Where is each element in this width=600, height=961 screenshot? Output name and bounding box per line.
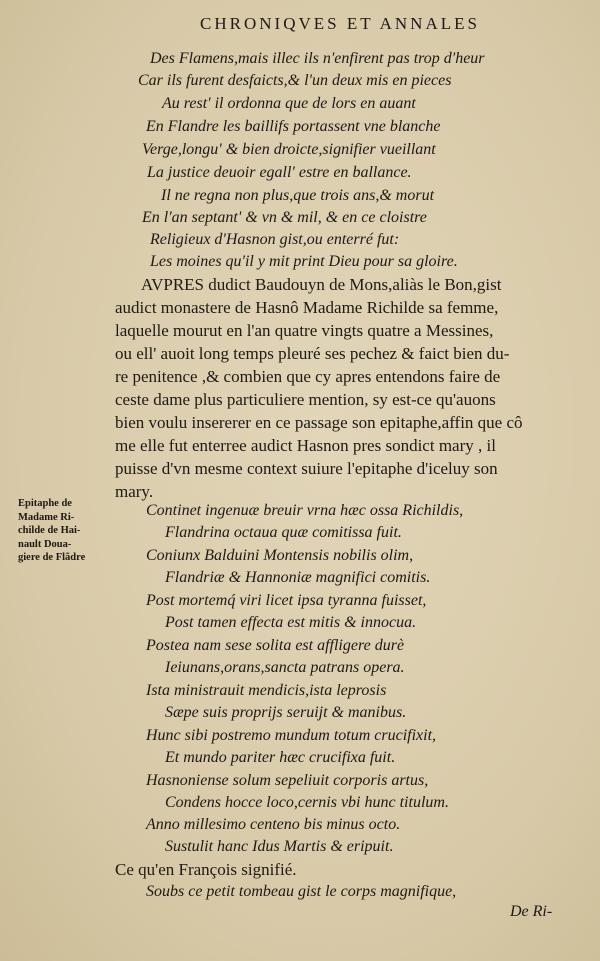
verse-line: En Flandre les baillifs portassent vne blanche — [146, 118, 441, 135]
epitaph-line: Sustulit hanc Idus Martis & eripuit. — [165, 838, 394, 855]
verse-line: Il ne regna non plus,que trois ans,& morut — [161, 187, 435, 204]
marginal-note-line: Madame Ri- — [18, 511, 75, 523]
catchword: De Ri- — [510, 903, 553, 920]
epitaph-line: Continet ingenuæ breuir vrna hæc ossa Richildis, — [146, 502, 464, 519]
epitaph-line: Hasnoniense solum sepeliuit corporis artus, — [146, 772, 429, 789]
verse-line: Verge,longu' & bien droicte,signifier vueillant — [142, 141, 436, 158]
prose-line: audict monastere de Hasnô Madame Richilde sa femme, — [115, 298, 499, 317]
epitaph-line: Flandriæ & Hannoniæ magnifici comitis. — [165, 569, 431, 586]
marginal-note-line: nault Doua- — [18, 538, 72, 550]
verse-line: En l'an septant' & vn & mil, & en ce cloistre — [142, 209, 427, 226]
prose-line: ou ell' auoit long temps pleuré ses pechez & faict bien du- — [115, 344, 510, 363]
prose-line: re penitence ,& combien que cy apres entendons faire de — [115, 367, 501, 386]
verse-line: Au rest' il ordonna que de lors en auant — [162, 95, 416, 112]
epitaph-line: Flandrina octaua quæ comitissa fuit. — [165, 524, 402, 541]
running-title: CHRONIQVES ET ANNALES — [200, 14, 480, 33]
epitaph-line: Anno millesimo centeno bis minus octo. — [146, 816, 401, 833]
epitaph-line: Post mortemq́ viri licet ipsa tyranna fuisset, — [146, 592, 427, 609]
prose-line: mary. — [115, 482, 154, 501]
translation-heading: Ce qu'en François signifié. — [115, 860, 297, 879]
prose-line: me elle fut enterree audict Hasnon pres sondict mary , il — [115, 436, 496, 455]
verse-line: Car ils furent desfaicts,& l'un deux mis en pieces — [138, 72, 452, 89]
epitaph-line: Et mundo pariter hæc crucifixa fuit. — [165, 749, 396, 766]
prose-line: bien voulu insererer en ce passage son epitaphe,affin que cô — [115, 413, 523, 432]
epitaph-line: Coniunx Balduini Montensis nobilis olim, — [146, 547, 414, 564]
french-verse-line: Soubs ce petit tombeau gist le corps magnifique, — [146, 883, 457, 900]
epitaph-line: Ieiunans,orans,sancta patrans opera. — [165, 659, 405, 676]
verse-line: La justice deuoir egall' estre en ballance. — [147, 164, 412, 181]
epitaph-line: Ista ministrauit mendicis,ista leprosis — [146, 682, 387, 699]
epitaph-line: Hunc sibi postremo mundum totum crucifixit, — [146, 727, 437, 744]
verse-line: Des Flamens,mais illec ils n'enfirent pas trop d'heur — [150, 50, 485, 67]
prose-line: AVPRES dudict Baudouyn de Mons,aliàs le Bon,gist — [141, 275, 502, 294]
epitaph-line: Post tamen effecta est mitis & innocua. — [165, 614, 417, 631]
prose-line: laquelle mourut en l'an quatre vingts quatre a Messines, — [115, 321, 494, 340]
marginal-note-line: Epitaphe de — [18, 498, 72, 509]
epitaph-line: Sæpe suis proprijs seruijt & manibus. — [165, 704, 407, 721]
verse-line: Religieux d'Hasnon gist,ou enterré fut: — [150, 231, 400, 248]
epitaph-line: Condens hocce loco,cernis vbi hunc titulum. — [165, 794, 449, 811]
marginal-note-line: childe de Hai- — [18, 525, 81, 536]
prose-line: ceste dame plus particuliere mention, sy est-ce qu'auons — [115, 390, 496, 409]
verse-line: Les moines qu'il y mit print Dieu pour sa gloire. — [150, 253, 458, 270]
prose-line: puisse d'vn mesme context suiure l'epitaphe d'iceluy son — [115, 459, 498, 478]
epitaph-line: Postea nam sese solita est affligere durè — [146, 637, 405, 654]
marginal-note — [18, 497, 110, 565]
marginal-note-line: giere de Flãdre — [18, 552, 86, 563]
